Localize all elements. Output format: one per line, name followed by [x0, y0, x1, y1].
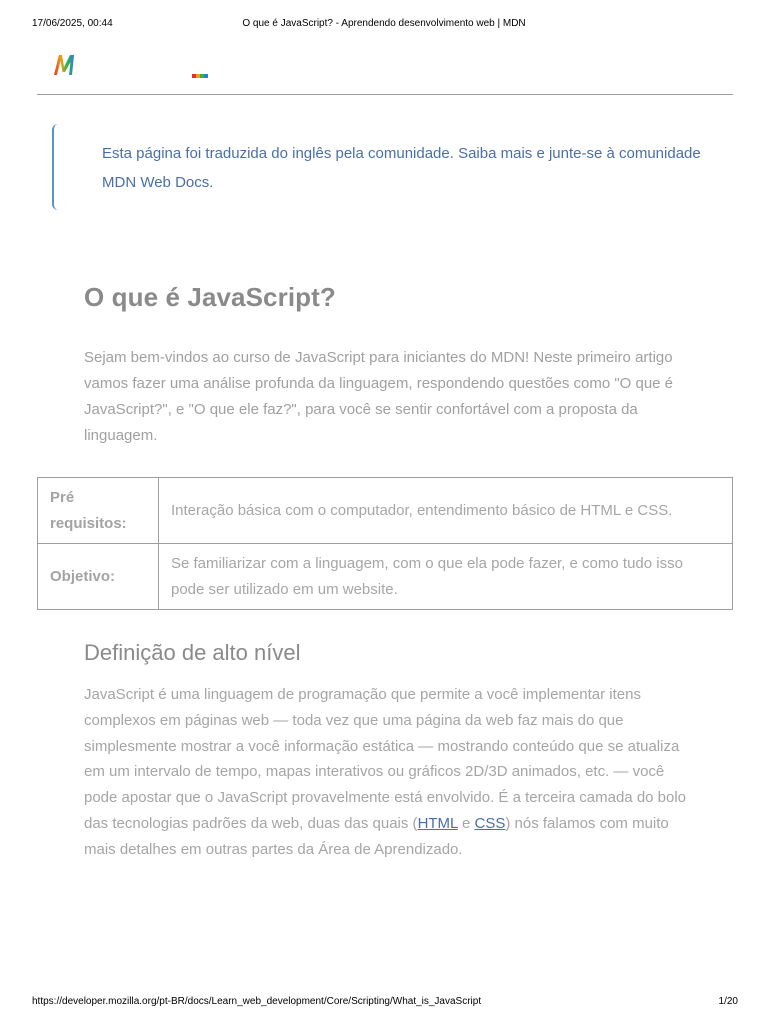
html-link[interactable]: HTML: [417, 814, 458, 832]
table-row: [38, 544, 733, 610]
css-link[interactable]: CSS: [474, 814, 506, 832]
print-footer: [0, 996, 768, 1010]
table-row-value: Interação básica com o computador, entendimento básico de HTML e CSS.: [159, 478, 733, 544]
mdn-logo-icon[interactable]: [53, 54, 77, 76]
print-page-title: O que é JavaScript? - Aprendendo desenvolvimento web | MDN: [242, 18, 526, 29]
definition-paragraph: [84, 682, 694, 863]
table-row-label: Objetivo:: [38, 544, 159, 610]
paragraph-text: JavaScript é uma linguagem de programação que permite a você implementar itens complexos em páginas web — toda vez que uma página da web faz mais do que simplesmente mostrar a você informação estática — mostrando conteúdo que se atualiza em um intervalo de tempo, mapas interativos ou gráficos 2D/3D animados, etc. — você pode apostar que o JavaScript provavelmente está envolvido. É a terceira camada do bolo das tecnologias padrões da web, duas das quais (: [84, 686, 687, 832]
prerequisites-table: [37, 477, 733, 610]
print-url: https://developer.mozilla.org/pt-BR/docs/Learn_web_development/Core/Scripting/What_is_JavaScript: [32, 996, 482, 1007]
intro-paragraph: Sejam bem-vindos ao curso de JavaScript para iniciantes do MDN! Neste primeiro artigo vamos fazer uma análise profunda da linguagem, respondendo questões como "O que é JavaScript?", e "O que ele faz?", para você se sentir confortável com a proposta da linguagem.: [84, 349, 674, 444]
table-row-label: Pré requisitos:: [38, 478, 159, 544]
table-row-value: Se familiarizar com a linguagem, com o que ela pode fazer, e como tudo isso pode ser utilizado em um website.: [159, 544, 733, 610]
table-row: [38, 478, 733, 544]
logo-color-stripe: [192, 74, 208, 78]
print-page-count: 1/20: [718, 996, 738, 1007]
section-heading: Definição de alto nível: [84, 640, 301, 665]
paragraph-text: ) nós falamos com muito mais detalhes em outras partes da Área de Aprendizado.: [84, 814, 669, 858]
page-title: O que é JavaScript?: [84, 282, 336, 312]
site-header: [37, 48, 733, 95]
translation-notice: [52, 124, 716, 210]
translation-notice-text: Esta página foi traduzida do inglês pela comunidade. Saiba mais e junte-se à comunidade MDN Web Docs.: [102, 145, 701, 191]
print-header: [0, 18, 768, 32]
paragraph-text: e: [457, 814, 475, 832]
print-datetime: 17/06/2025, 00:44: [32, 18, 113, 29]
